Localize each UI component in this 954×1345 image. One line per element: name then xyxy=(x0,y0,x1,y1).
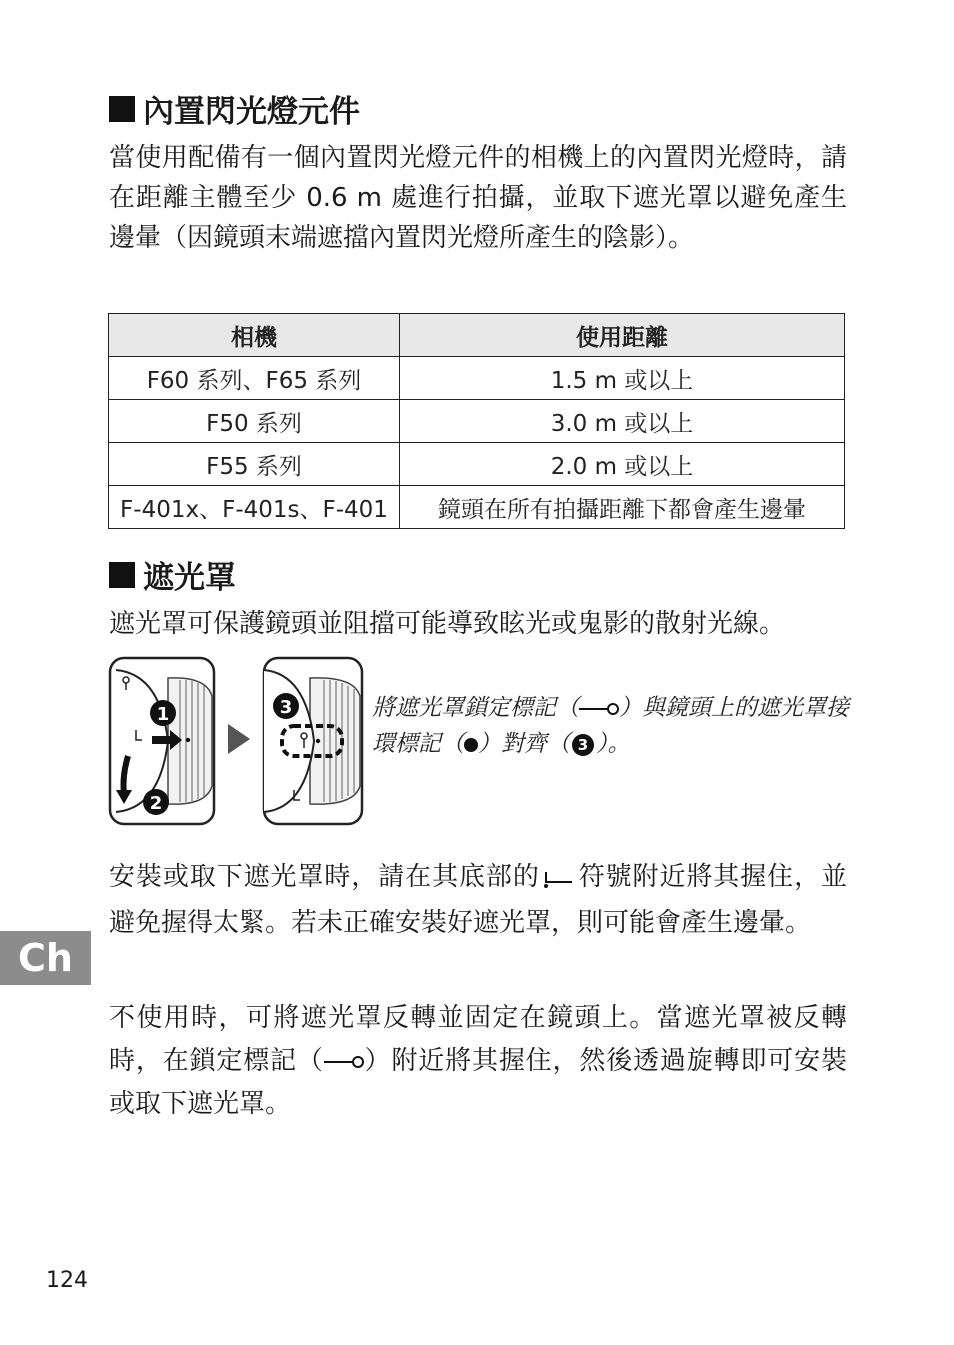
cell-camera: F60 系列、F65 系列 xyxy=(109,357,400,400)
cell-camera: F50 系列 xyxy=(109,400,400,443)
paragraph-text: ）附近將其握住，然後透過旋轉即可安裝或取下遮光罩。 xyxy=(109,1046,847,1119)
hood-attach-illustration xyxy=(108,656,216,826)
table-row xyxy=(109,443,845,486)
caption-text: 將遮光罩鎖定標記（ xyxy=(372,695,579,721)
caption-text: ）。 xyxy=(596,731,631,757)
hood-aligned-illustration xyxy=(262,656,364,826)
step-3-number: 3 xyxy=(279,697,293,718)
caption-text: ）與鏡頭上的遮光罩接環標記（ xyxy=(372,695,849,757)
header-camera: 相機 xyxy=(109,314,400,357)
step-2-number: 2 xyxy=(149,793,163,814)
hood-lock-mark-line-icon xyxy=(579,708,607,710)
table-row xyxy=(109,486,845,529)
table-row xyxy=(109,400,845,443)
lens-hood-intro: 遮光罩可保護鏡頭並阻擋可能導致眩光或鬼影的散射光線。 xyxy=(109,609,786,639)
heading-text: 內置閃光燈元件 xyxy=(143,94,360,130)
section-heading-built-in-flash xyxy=(109,86,360,131)
reversed-hood-paragraph xyxy=(109,997,847,1126)
next-step-arrow-icon xyxy=(226,722,252,756)
hood-lock-mark-line-icon xyxy=(324,1061,352,1063)
paragraph-text: 符號附近將其握住，並避免握得太緊。若未正確安裝好遮光罩，則可能會產生邊暈。 xyxy=(109,862,847,938)
cell-camera: F55 系列 xyxy=(109,443,400,486)
square-bullet-icon xyxy=(109,96,135,122)
paragraph-text: 不使用時，可將遮光罩反轉並固定在鏡頭上。當遮光罩被反轉時，在鎖定標記（ xyxy=(109,1003,847,1076)
cell-distance: 2.0 m 或以上 xyxy=(400,443,845,486)
step-3-ref: 3 xyxy=(572,734,594,756)
cell-distance: 3.0 m 或以上 xyxy=(400,400,845,443)
header-distance: 使用距離 xyxy=(400,314,845,357)
flash-distance-table xyxy=(108,313,845,529)
section-heading-lens-hood xyxy=(109,552,236,597)
lens-mount-dot-icon xyxy=(464,738,478,752)
chinese-language-tab: Ch xyxy=(0,931,91,985)
heading-text: 遮光罩 xyxy=(143,560,236,596)
step-1-number: 1 xyxy=(156,704,170,725)
page-number: 124 xyxy=(46,1268,88,1293)
caption-text: ）對齊（ xyxy=(478,731,570,757)
cell-camera: F-401x、F-401s、F-401 xyxy=(109,486,400,529)
built-in-flash-paragraph: 當使用配備有一個內置閃光燈元件的相機上的內置閃光燈時，請在距離主體至少 0.6 m 處進行拍攝，並取下遮光罩以避免產生邊暈（因鏡頭末端遮擋內置閃光燈所產生的陰影）。 xyxy=(109,143,847,253)
cell-distance: 鏡頭在所有拍攝距離下都會產生邊暈 xyxy=(400,486,845,529)
hood-lock-mark-ring-icon xyxy=(352,1056,364,1068)
hood-lock-mark-ring-icon xyxy=(607,703,619,715)
paragraph-text: 安裝或取下遮光罩時，請在其底部的 xyxy=(109,862,540,892)
square-bullet-icon xyxy=(109,562,135,588)
mounting-paragraph xyxy=(109,854,847,946)
table-header-row xyxy=(109,314,845,357)
cell-distance: 1.5 m 或以上 xyxy=(400,357,845,400)
table-row xyxy=(109,357,845,400)
illustration-caption xyxy=(372,690,850,762)
grip-symbol-icon xyxy=(542,866,576,890)
